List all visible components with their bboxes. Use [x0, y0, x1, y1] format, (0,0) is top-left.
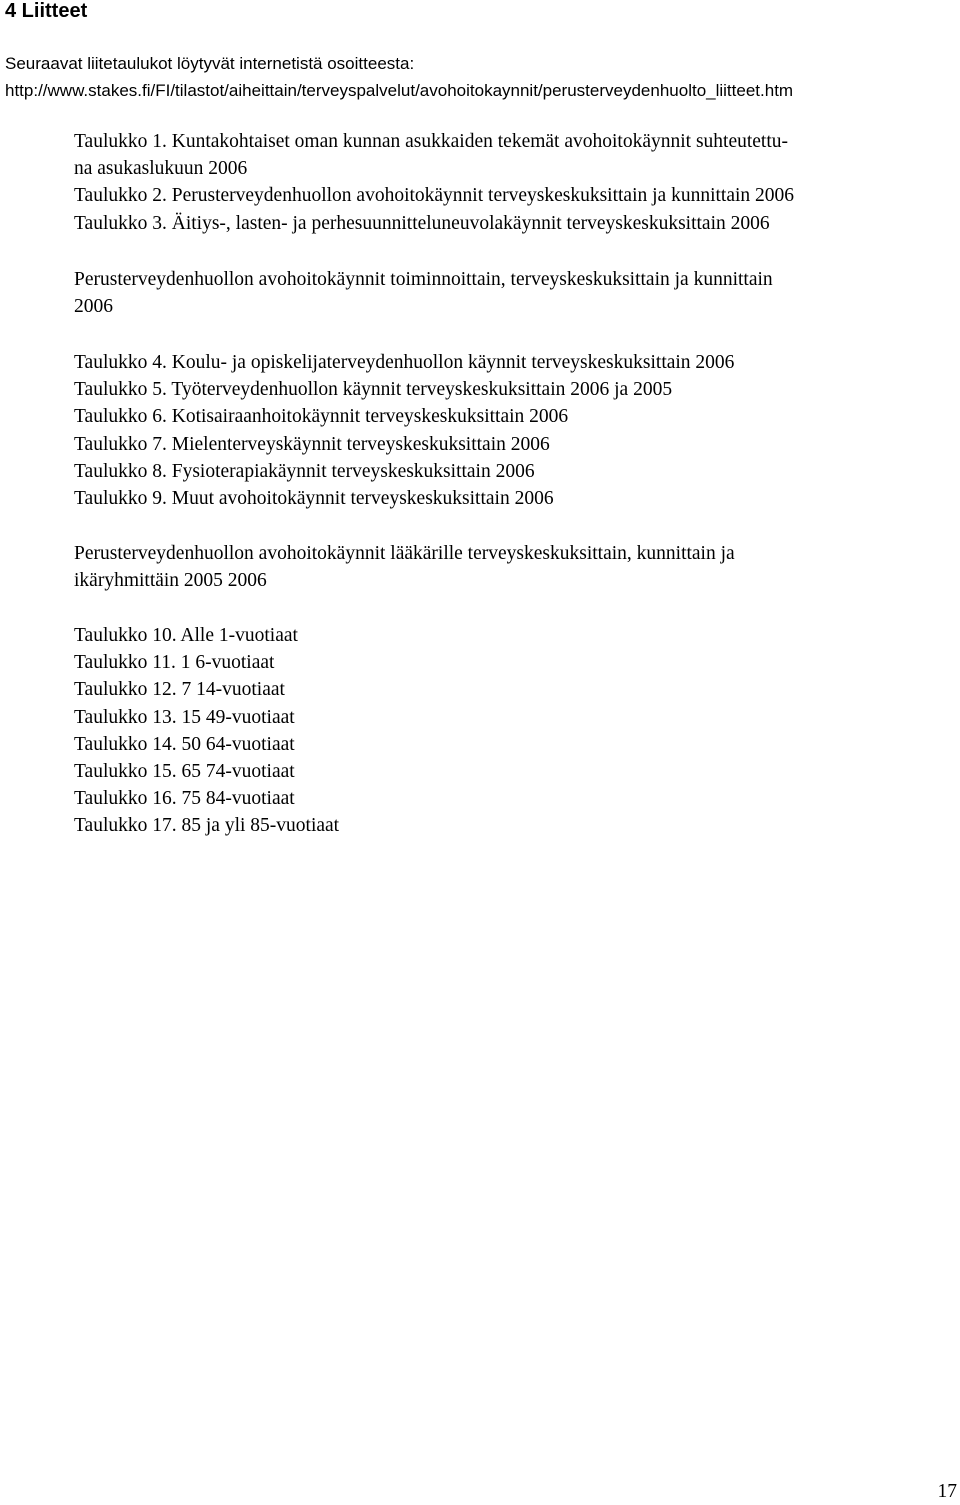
list-item: Taulukko 3. Äitiys-, lasten- ja perhesuunnitteluneuvolakäynnit terveyskeskuksittain 2006	[74, 212, 770, 234]
list-item: Taulukko 17. 85 ja yli 85-vuotiaat	[74, 815, 340, 837]
list-item: Taulukko 5. Työterveydenhuollon käynnit terveyskeskuksittain 2006 ja 2005	[74, 379, 673, 401]
subsection-heading-line: 2006	[74, 296, 113, 318]
list-item: Taulukko 16. 75 84-vuotiaat	[74, 788, 295, 810]
table-list-age-groups	[74, 622, 954, 840]
list-item: Taulukko 14. 50 64-vuotiaat	[74, 733, 295, 755]
list-item: Taulukko 1. Kuntakohtaiset oman kunnan asukkaiden tekemät avohoitokäynnit suhteutettu-	[74, 131, 789, 152]
subsection-heading-line: Perusterveydenhuollon avohoitokäynnit toiminnoittain, terveyskeskuksittain ja kunnittain	[74, 269, 773, 290]
list-item: Taulukko 2. Perusterveydenhuollon avohoitokäynnit terveyskeskuksittain ja kunnittain 2006	[74, 185, 795, 207]
list-item: Taulukko 4. Koulu- ja opiskelijaterveydenhuollon käynnit terveyskeskuksittain 2006	[74, 352, 735, 373]
table-list-general	[74, 128, 954, 237]
list-item: na asukaslukuun 2006	[74, 158, 248, 180]
table-list-activities	[74, 349, 954, 512]
list-item: Taulukko 10. Alle 1-vuotiaat	[74, 625, 298, 646]
section-heading: 4 Liitteet	[5, 0, 88, 22]
list-item: Taulukko 6. Kotisairaanhoitokäynnit terveyskeskuksittain 2006	[74, 406, 569, 428]
list-item: Taulukko 7. Mielenterveyskäynnit terveyskeskuksittain 2006	[74, 433, 550, 455]
intro-text	[5, 50, 955, 104]
list-item: Taulukko 9. Muut avohoitokäynnit terveyskeskuksittain 2006	[74, 488, 554, 510]
subsection-heading-activities	[74, 266, 954, 320]
intro-line: Seuraavat liitetaulukot löytyvät internetistä osoitteesta:	[5, 54, 415, 73]
list-item: Taulukko 12. 7 14-vuotiaat	[74, 679, 285, 701]
subsection-heading-age-groups	[74, 540, 954, 594]
list-item: Taulukko 11. 1 6-vuotiaat	[74, 652, 275, 674]
list-item: Taulukko 15. 65 74-vuotiaat	[74, 761, 295, 783]
subsection-heading-line: Perusterveydenhuollon avohoitokäynnit lääkärille terveyskeskuksittain, kunnittain ja	[74, 543, 735, 564]
page-number: 17	[937, 1481, 957, 1502]
subsection-heading-line: ikäryhmittäin 2005 2006	[74, 570, 267, 592]
source-url-link[interactable]: http://www.stakes.fi/FI/tilastot/aiheittain/terveyspalvelut/avohoitokaynnit/perusterveydenhuolto_liitteet.htm	[5, 81, 794, 100]
list-item: Taulukko 8. Fysioterapiakäynnit terveyskeskuksittain 2006	[74, 460, 535, 482]
list-item: Taulukko 13. 15 49-vuotiaat	[74, 706, 295, 728]
